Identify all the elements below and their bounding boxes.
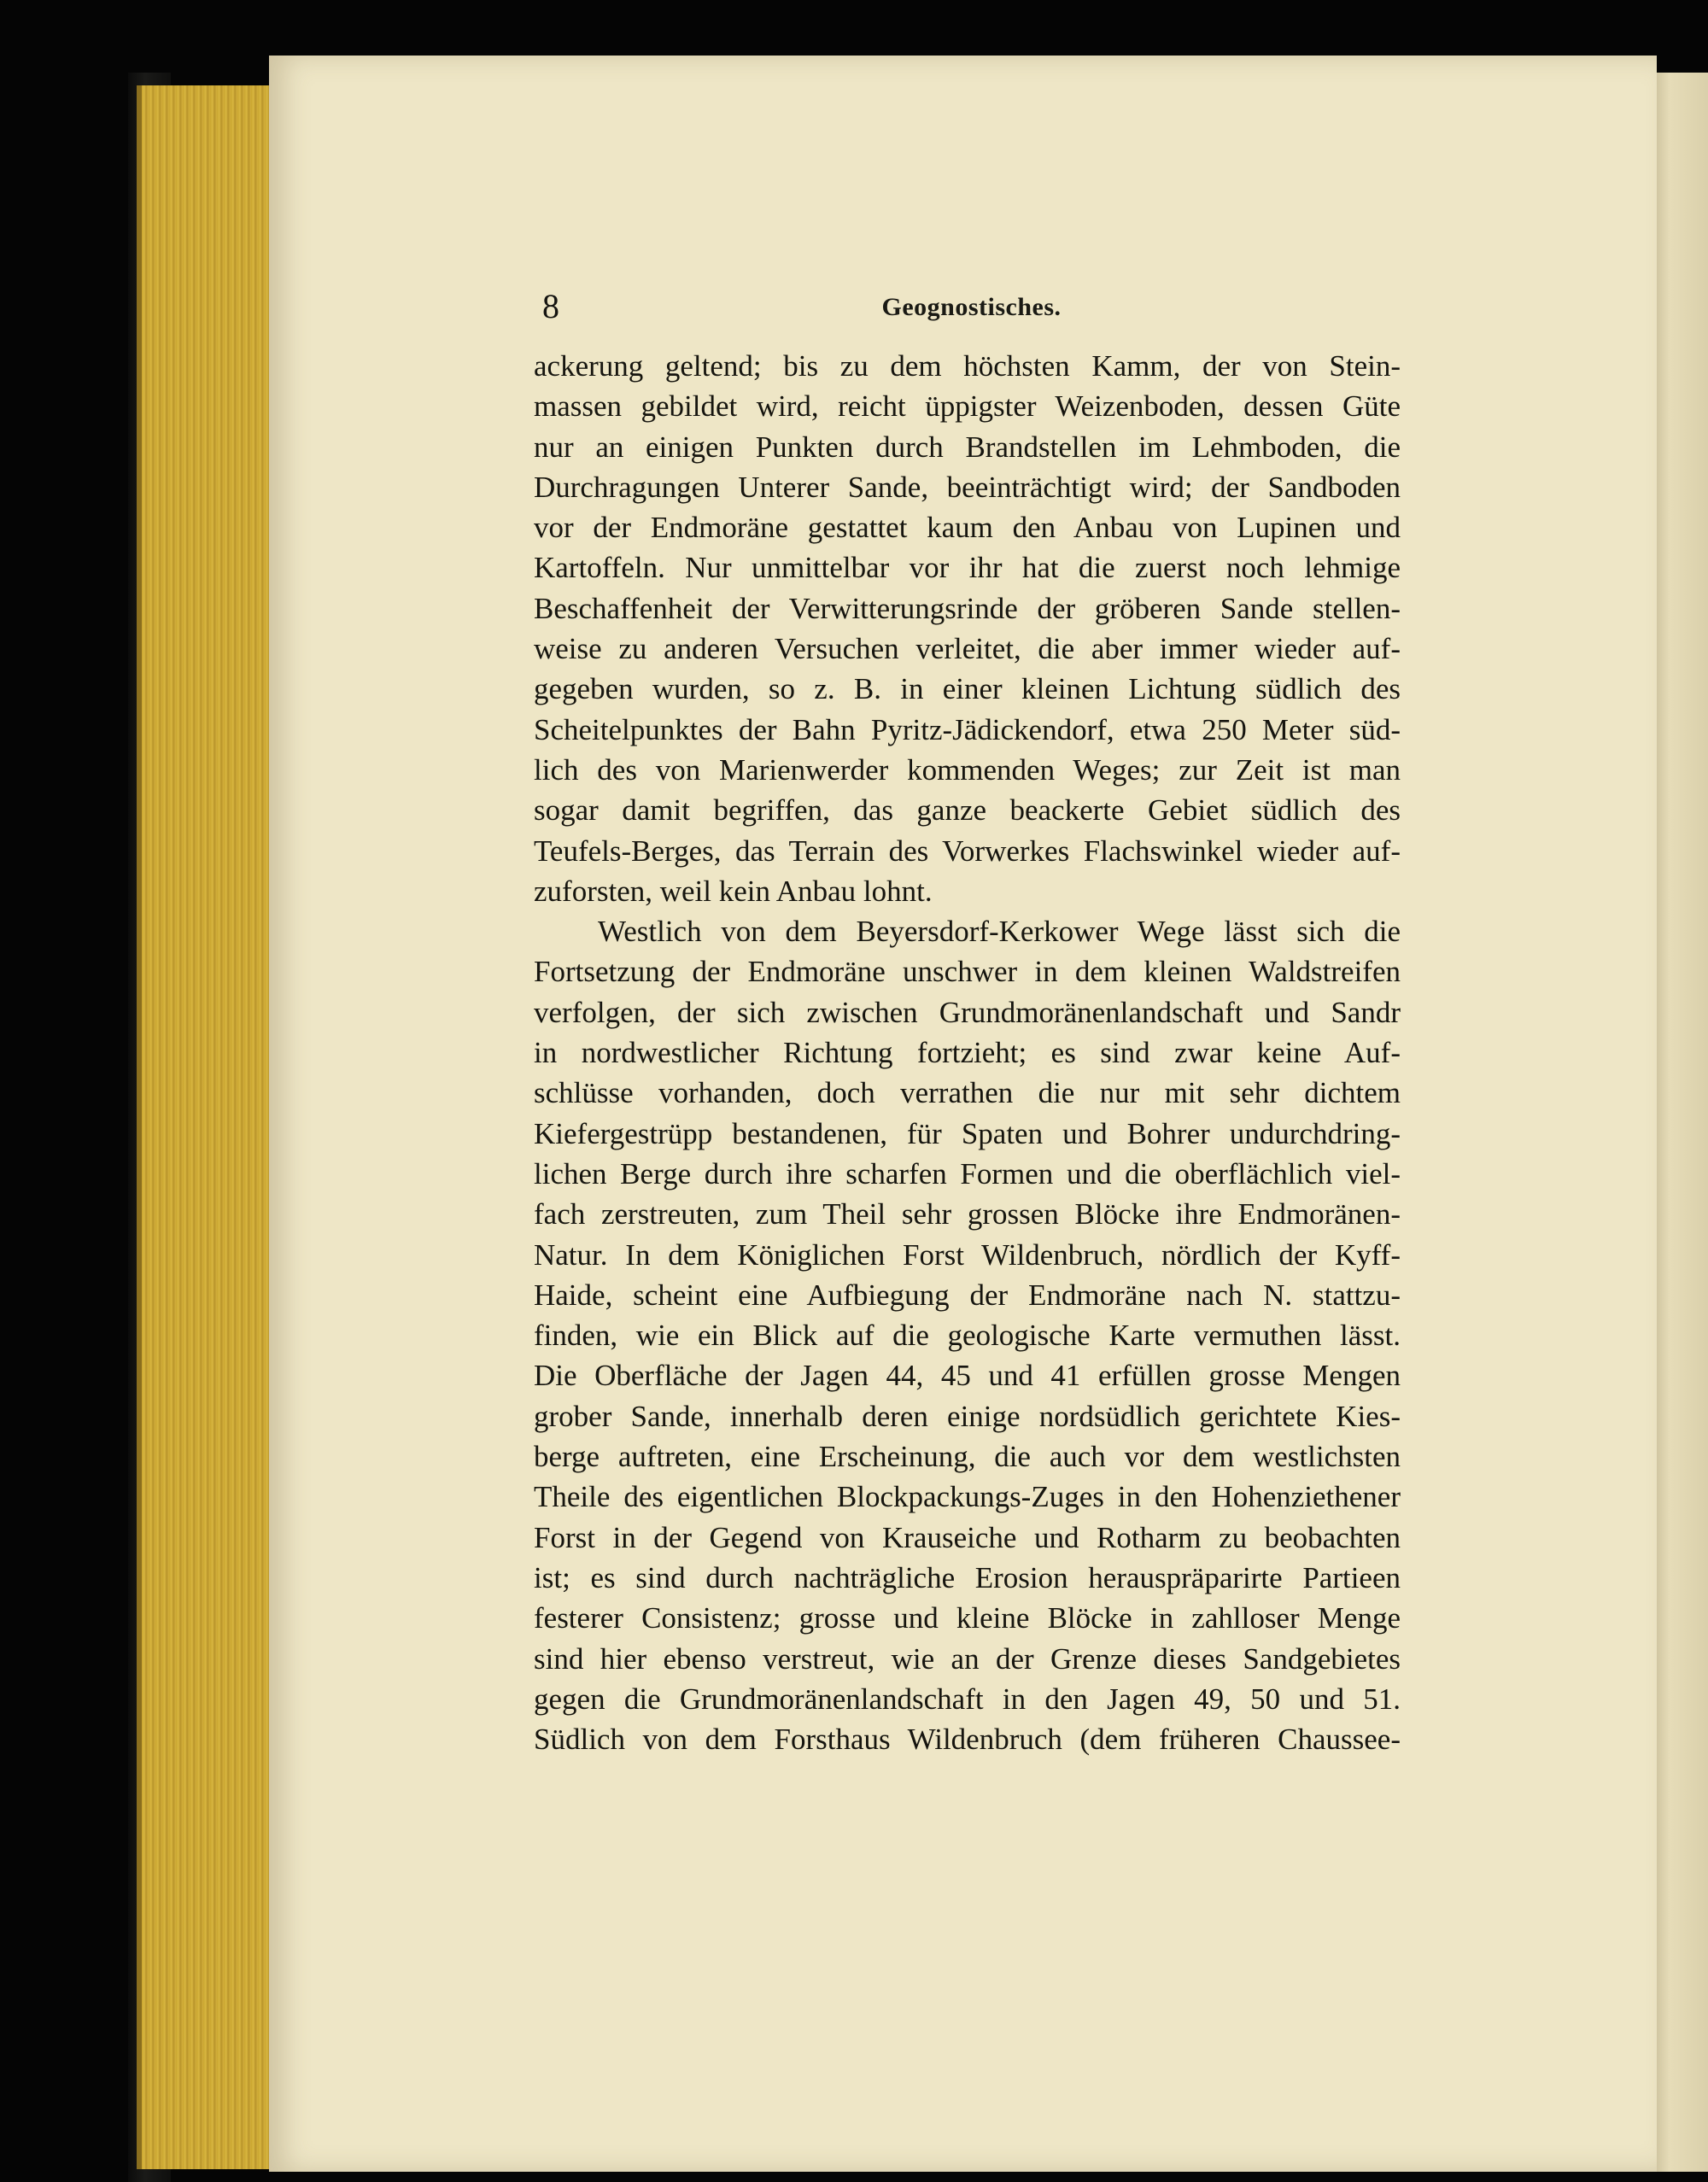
text-line: finden, wie ein Blick auf die geologische Karte vermuthen lässt. (534, 1319, 1401, 1353)
text-line: zuforsten, weil kein Anbau lohnt. (534, 874, 933, 908)
text-line: verfolgen, der sich zwischen Grundmoränenlandschaft und Sandr (534, 995, 1401, 1029)
text-line: lichen Berge durch ihre scharfen Formen und die oberflächlich viel- (534, 1156, 1401, 1190)
body-text (534, 346, 1401, 1759)
text-line: Die Oberfläche der Jagen 44, 45 und 41 erfüllen grosse Mengen (534, 1359, 1401, 1393)
text-line: massen gebildet wird, reicht üppigster Weizenboden, dessen Güte (534, 389, 1401, 424)
text-line: weise zu anderen Versuchen verleitet, die aber immer wieder auf- (534, 632, 1401, 666)
text-line: berge auftreten, eine Erscheinung, die auch vor dem westlichsten (534, 1440, 1401, 1474)
text-line: festerer Consistenz; grosse und kleine Blöcke in zahlloser Menge (534, 1601, 1401, 1635)
text-line: gegeben wurden, so z. B. in einer kleinen Lichtung südlich des (534, 672, 1401, 706)
text-line: lich des von Marienwerder kommenden Weges; zur Zeit ist man (534, 752, 1401, 787)
text-line: fach zerstreuten, zum Theil sehr grossen Blöcke ihre Endmoränen- (534, 1197, 1401, 1231)
page-header (542, 286, 1401, 337)
page-number: 8 (542, 287, 559, 325)
text-line: Haide, scheint eine Aufbiegung der Endmoräne nach N. stattzu- (534, 1278, 1401, 1312)
text-line: Theile des eigentlichen Blockpackungs-Zuges in den Hohenziethener (534, 1480, 1401, 1514)
text-line: Kartoffeln. Nur unmittelbar vor ihr hat die zuerst noch lehmige (534, 551, 1401, 585)
text-line: Beschaffenheit der Verwitterungsrinde der gröberen Sande stellen- (534, 591, 1401, 625)
text-line: Teufels-Berges, das Terrain des Vorwerkes Flachswinkel wieder auf- (534, 834, 1401, 868)
text-line: vor der Endmoräne gestattet kaum den Anbau von Lupinen und (534, 511, 1401, 545)
text-line: nur an einigen Punkten durch Brandstellen im Lehmboden, die (534, 430, 1401, 464)
text-line: in nordwestlicher Richtung fortzieht; es sind zwar keine Auf- (534, 1036, 1401, 1070)
text-line: Durchragungen Unterer Sande, beeinträchtigt wird; der Sandboden (534, 470, 1401, 504)
text-line: Südlich von dem Forsthaus Wildenbruch (dem früheren Chaussee- (534, 1723, 1401, 1757)
text-line: schlüsse vorhanden, doch verrathen die nur mit sehr dichtem (534, 1076, 1401, 1110)
text-line: Fortsetzung der Endmoräne unschwer in dem kleinen Waldstreifen (534, 955, 1401, 989)
running-title: Geognostisches. (881, 293, 1062, 321)
page-edges (137, 85, 278, 2169)
text-line: Westlich von dem Beyersdorf-Kerkower Wege lässt sich die (598, 915, 1401, 949)
text-line: gegen die Grundmoränenlandschaft in den Jagen 49, 50 und 51. (534, 1682, 1401, 1716)
text-line: grober Sande, innerhalb deren einige nordsüdlich gerichtete Kies- (534, 1399, 1401, 1433)
text-line: sogar damit begriffen, das ganze beackerte Gebiet südlich des (534, 793, 1401, 828)
text-line: Scheitelpunktes der Bahn Pyritz-Jädickendorf, etwa 250 Meter süd- (534, 712, 1401, 746)
text-line: sind hier ebenso verstreut, wie an der Grenze dieses Sandgebietes (534, 1641, 1401, 1676)
text-line: ackerung geltend; bis zu dem höchsten Kamm, der von Stein- (534, 349, 1401, 383)
text-line: Natur. In dem Königlichen Forst Wildenbruch, nördlich der Kyff- (534, 1237, 1401, 1272)
text-line: Forst in der Gegend von Krauseiche und Rotharm zu beobachten (534, 1520, 1401, 1554)
text-line: ist; es sind durch nachträgliche Erosion herauspräparirte Partieen (534, 1560, 1401, 1594)
text-line: Kiefergestrüpp bestandenen, für Spaten und Bohrer undurchdring- (534, 1116, 1401, 1150)
